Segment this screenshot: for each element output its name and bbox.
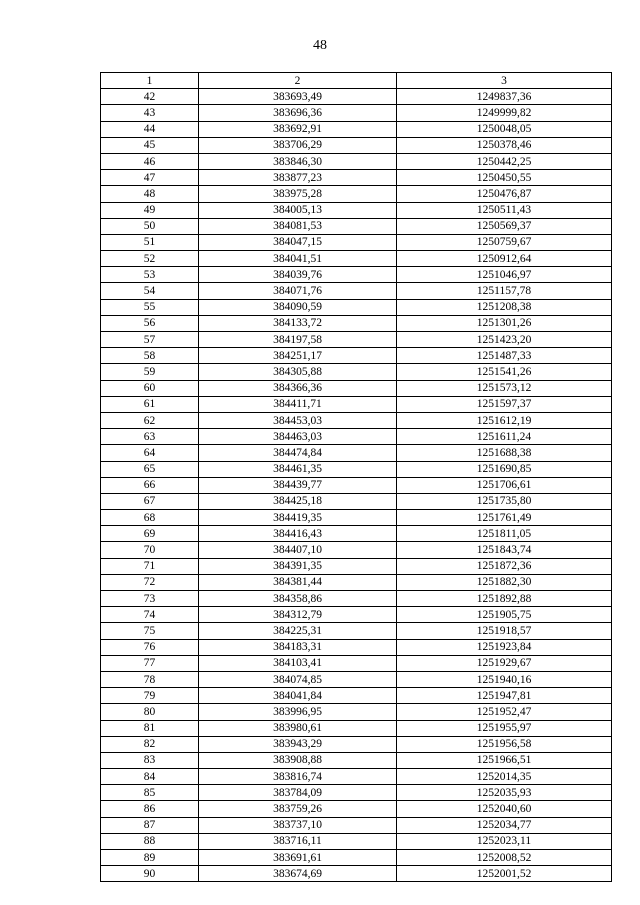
cell-point-number: 74 xyxy=(101,607,199,623)
cell-point-number: 83 xyxy=(101,752,199,768)
cell-y: 1251690,85 xyxy=(397,461,612,477)
cell-point-number: 64 xyxy=(101,445,199,461)
cell-point-number: 90 xyxy=(101,866,199,882)
table-row xyxy=(101,542,612,558)
cell-point-number: 54 xyxy=(101,283,199,299)
cell-y: 1251597,37 xyxy=(397,396,612,412)
cell-x: 383716,11 xyxy=(199,833,397,849)
cell-point-number: 75 xyxy=(101,623,199,639)
cell-y: 1251301,26 xyxy=(397,315,612,331)
cell-y: 1251940,16 xyxy=(397,671,612,687)
cell-y: 1251872,36 xyxy=(397,558,612,574)
cell-x: 383784,09 xyxy=(199,785,397,801)
cell-x: 384197,58 xyxy=(199,332,397,348)
cell-point-number: 42 xyxy=(101,89,199,105)
cell-x: 384358,86 xyxy=(199,591,397,607)
table-row xyxy=(101,170,612,186)
cell-x: 384081,53 xyxy=(199,218,397,234)
table-row xyxy=(101,688,612,704)
cell-y: 1250048,05 xyxy=(397,121,612,137)
table-row xyxy=(101,639,612,655)
cell-x: 383693,49 xyxy=(199,89,397,105)
cell-y: 1251573,12 xyxy=(397,380,612,396)
table-row xyxy=(101,655,612,671)
cell-point-number: 50 xyxy=(101,218,199,234)
table-row xyxy=(101,850,612,866)
cell-y: 1251947,81 xyxy=(397,688,612,704)
cell-x: 383816,74 xyxy=(199,769,397,785)
cell-x: 384251,17 xyxy=(199,348,397,364)
table-row xyxy=(101,267,612,283)
table-row xyxy=(101,607,612,623)
coordinates-table xyxy=(100,72,612,882)
cell-x: 384041,51 xyxy=(199,251,397,267)
cell-point-number: 44 xyxy=(101,121,199,137)
cell-y: 1251423,20 xyxy=(397,332,612,348)
header-cell-point-number: 1 xyxy=(101,73,199,89)
cell-y: 1251918,57 xyxy=(397,623,612,639)
cell-x: 384381,44 xyxy=(199,574,397,590)
cell-point-number: 46 xyxy=(101,153,199,169)
cell-y: 1252023,11 xyxy=(397,833,612,849)
cell-point-number: 76 xyxy=(101,639,199,655)
cell-y: 1251956,58 xyxy=(397,736,612,752)
cell-point-number: 71 xyxy=(101,558,199,574)
table-row xyxy=(101,396,612,412)
cell-point-number: 87 xyxy=(101,817,199,833)
table-row xyxy=(101,817,612,833)
table-row xyxy=(101,623,612,639)
cell-point-number: 82 xyxy=(101,736,199,752)
cell-y: 1249837,36 xyxy=(397,89,612,105)
cell-y: 1251923,84 xyxy=(397,639,612,655)
table-body xyxy=(101,89,612,882)
cell-y: 1251735,80 xyxy=(397,493,612,509)
header-cell-x: 2 xyxy=(199,73,397,89)
cell-y: 1252034,77 xyxy=(397,817,612,833)
cell-point-number: 68 xyxy=(101,510,199,526)
table-row xyxy=(101,202,612,218)
table-row xyxy=(101,720,612,736)
cell-x: 384425,18 xyxy=(199,493,397,509)
cell-point-number: 72 xyxy=(101,574,199,590)
cell-x: 384391,35 xyxy=(199,558,397,574)
cell-point-number: 51 xyxy=(101,234,199,250)
cell-x: 383759,26 xyxy=(199,801,397,817)
cell-y: 1251611,24 xyxy=(397,429,612,445)
cell-y: 1251905,75 xyxy=(397,607,612,623)
table-row xyxy=(101,429,612,445)
cell-x: 384366,36 xyxy=(199,380,397,396)
cell-x: 384041,84 xyxy=(199,688,397,704)
cell-point-number: 58 xyxy=(101,348,199,364)
cell-x: 383877,23 xyxy=(199,170,397,186)
cell-point-number: 53 xyxy=(101,267,199,283)
table-row xyxy=(101,704,612,720)
cell-point-number: 63 xyxy=(101,429,199,445)
table-row xyxy=(101,558,612,574)
cell-y: 1251811,05 xyxy=(397,526,612,542)
table-header xyxy=(101,73,612,89)
cell-x: 383674,69 xyxy=(199,866,397,882)
cell-point-number: 84 xyxy=(101,769,199,785)
cell-x: 384005,13 xyxy=(199,202,397,218)
cell-point-number: 49 xyxy=(101,202,199,218)
cell-y: 1251208,38 xyxy=(397,299,612,315)
cell-x: 384463,03 xyxy=(199,429,397,445)
table-row xyxy=(101,801,612,817)
cell-point-number: 85 xyxy=(101,785,199,801)
table-row xyxy=(101,348,612,364)
cell-y: 1251541,26 xyxy=(397,364,612,380)
cell-x: 383696,36 xyxy=(199,105,397,121)
cell-point-number: 48 xyxy=(101,186,199,202)
table-row xyxy=(101,445,612,461)
cell-point-number: 69 xyxy=(101,526,199,542)
cell-x: 384133,72 xyxy=(199,315,397,331)
cell-x: 383846,30 xyxy=(199,153,397,169)
cell-y: 1251688,38 xyxy=(397,445,612,461)
table-row xyxy=(101,332,612,348)
cell-point-number: 47 xyxy=(101,170,199,186)
cell-x: 384305,88 xyxy=(199,364,397,380)
cell-y: 1252040,60 xyxy=(397,801,612,817)
cell-x: 384474,84 xyxy=(199,445,397,461)
cell-point-number: 57 xyxy=(101,332,199,348)
table-row xyxy=(101,283,612,299)
cell-x: 383996,95 xyxy=(199,704,397,720)
cell-x: 384047,15 xyxy=(199,234,397,250)
table-row xyxy=(101,299,612,315)
page-number: 48 xyxy=(313,38,327,53)
cell-point-number: 43 xyxy=(101,105,199,121)
cell-point-number: 61 xyxy=(101,396,199,412)
table-row xyxy=(101,526,612,542)
cell-y: 1251929,67 xyxy=(397,655,612,671)
table-row xyxy=(101,380,612,396)
cell-point-number: 56 xyxy=(101,315,199,331)
cell-point-number: 70 xyxy=(101,542,199,558)
cell-point-number: 65 xyxy=(101,461,199,477)
cell-point-number: 67 xyxy=(101,493,199,509)
cell-point-number: 55 xyxy=(101,299,199,315)
cell-x: 384411,71 xyxy=(199,396,397,412)
cell-y: 1250442,25 xyxy=(397,153,612,169)
cell-x: 384039,76 xyxy=(199,267,397,283)
cell-x: 383975,28 xyxy=(199,186,397,202)
cell-x: 384439,77 xyxy=(199,477,397,493)
table-row xyxy=(101,769,612,785)
cell-point-number: 45 xyxy=(101,137,199,153)
header-row xyxy=(101,73,612,89)
cell-y: 1251487,33 xyxy=(397,348,612,364)
table-row xyxy=(101,364,612,380)
table-row xyxy=(101,234,612,250)
cell-x: 384453,03 xyxy=(199,412,397,428)
cell-x: 383980,61 xyxy=(199,720,397,736)
table-row xyxy=(101,493,612,509)
table-row xyxy=(101,251,612,267)
table-row xyxy=(101,574,612,590)
cell-y: 1250569,37 xyxy=(397,218,612,234)
table-row xyxy=(101,89,612,105)
cell-x: 384071,76 xyxy=(199,283,397,299)
cell-point-number: 73 xyxy=(101,591,199,607)
table-row xyxy=(101,591,612,607)
cell-x: 383737,10 xyxy=(199,817,397,833)
cell-x: 384225,31 xyxy=(199,623,397,639)
cell-x: 384103,41 xyxy=(199,655,397,671)
table-row xyxy=(101,186,612,202)
header-cell-y: 3 xyxy=(397,73,612,89)
cell-y: 1251952,47 xyxy=(397,704,612,720)
cell-x: 383692,91 xyxy=(199,121,397,137)
cell-x: 384461,35 xyxy=(199,461,397,477)
table-row xyxy=(101,671,612,687)
cell-point-number: 79 xyxy=(101,688,199,704)
table-row xyxy=(101,510,612,526)
cell-y: 1250450,55 xyxy=(397,170,612,186)
table-row xyxy=(101,736,612,752)
cell-x: 383691,61 xyxy=(199,850,397,866)
cell-y: 1251882,30 xyxy=(397,574,612,590)
cell-x: 384090,59 xyxy=(199,299,397,315)
cell-y: 1250912,64 xyxy=(397,251,612,267)
cell-point-number: 66 xyxy=(101,477,199,493)
table-row xyxy=(101,218,612,234)
cell-x: 383706,29 xyxy=(199,137,397,153)
cell-point-number: 60 xyxy=(101,380,199,396)
table-row xyxy=(101,315,612,331)
cell-x: 384419,35 xyxy=(199,510,397,526)
cell-y: 1251966,51 xyxy=(397,752,612,768)
cell-point-number: 59 xyxy=(101,364,199,380)
cell-point-number: 88 xyxy=(101,833,199,849)
table-row xyxy=(101,105,612,121)
cell-y: 1250759,67 xyxy=(397,234,612,250)
cell-y: 1252035,93 xyxy=(397,785,612,801)
cell-point-number: 86 xyxy=(101,801,199,817)
table-row xyxy=(101,121,612,137)
cell-y: 1251157,78 xyxy=(397,283,612,299)
cell-y: 1249999,82 xyxy=(397,105,612,121)
cell-y: 1251955,97 xyxy=(397,720,612,736)
cell-x: 384416,43 xyxy=(199,526,397,542)
table-row xyxy=(101,461,612,477)
cell-point-number: 77 xyxy=(101,655,199,671)
table-row xyxy=(101,153,612,169)
table-row xyxy=(101,412,612,428)
cell-x: 383943,29 xyxy=(199,736,397,752)
cell-y: 1251761,49 xyxy=(397,510,612,526)
cell-y: 1251612,19 xyxy=(397,412,612,428)
cell-y: 1250378,46 xyxy=(397,137,612,153)
cell-y: 1251046,97 xyxy=(397,267,612,283)
cell-x: 384183,31 xyxy=(199,639,397,655)
cell-point-number: 81 xyxy=(101,720,199,736)
table-row xyxy=(101,477,612,493)
cell-y: 1252008,52 xyxy=(397,850,612,866)
cell-x: 383908,88 xyxy=(199,752,397,768)
cell-point-number: 80 xyxy=(101,704,199,720)
cell-y: 1252001,52 xyxy=(397,866,612,882)
cell-x: 384312,79 xyxy=(199,607,397,623)
cell-point-number: 78 xyxy=(101,671,199,687)
cell-y: 1252014,35 xyxy=(397,769,612,785)
cell-y: 1250476,87 xyxy=(397,186,612,202)
cell-x: 384407,10 xyxy=(199,542,397,558)
cell-x: 384074,85 xyxy=(199,671,397,687)
cell-point-number: 62 xyxy=(101,412,199,428)
cell-y: 1250511,43 xyxy=(397,202,612,218)
table-row xyxy=(101,866,612,882)
table-row xyxy=(101,833,612,849)
cell-point-number: 89 xyxy=(101,850,199,866)
table-row xyxy=(101,785,612,801)
table-row xyxy=(101,752,612,768)
table-row xyxy=(101,137,612,153)
cell-point-number: 52 xyxy=(101,251,199,267)
cell-y: 1251843,74 xyxy=(397,542,612,558)
cell-y: 1251892,88 xyxy=(397,591,612,607)
cell-y: 1251706,61 xyxy=(397,477,612,493)
